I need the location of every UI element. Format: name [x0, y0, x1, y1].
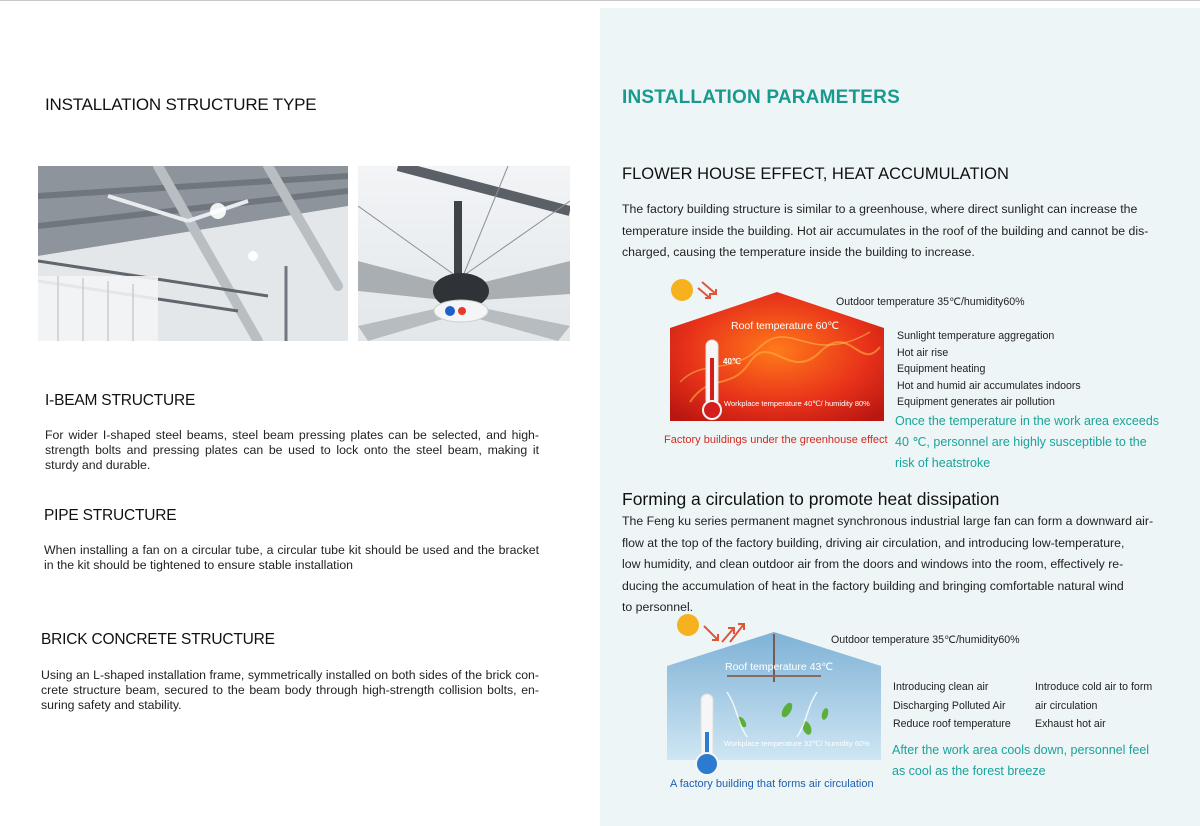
pipe-text: When installing a fan on a circular tube, a circular tube kit should be used and the bracket in the kit should be tightened to ensure stable installation [44, 543, 539, 572]
bullet: Discharging Polluted Air [893, 699, 1006, 712]
text-line: charged, causing the temperature inside the building to increase. [622, 245, 975, 259]
cooling-result [892, 740, 1149, 782]
text-line: low humidity, and clean outdoor air from the doors and windows into the room, effectively re- [622, 557, 1124, 571]
bullet: Introduce cold air to form [1035, 681, 1153, 693]
circulation-caption: A factory building that forms air circulation [670, 778, 874, 790]
flower-house-title: FLOWER HOUSE EFFECT, HEAT ACCUMULATION [622, 165, 1009, 183]
warning-line: 40 ℃, personnel are highly susceptible to the [895, 435, 1147, 449]
brick-text: Using an L-shaped installation frame, symmetrically installed on both sides of the brick con-crete structure beam, secured to the beam body through high-strength collision bolts, en-suring safety and stability. [41, 668, 539, 712]
top-border [0, 0, 1200, 1]
text-line: The factory building structure is similar to a greenhouse, where direct sunlight can increase the [622, 202, 1138, 216]
text-line: flow at the top of the factory building, driving air circulation, and introducing low-temperature, [622, 535, 1125, 550]
thermometer-cold-icon [694, 692, 720, 778]
text-line: The Feng ku series permanent magnet synchronous industrial large fan can form a downward air- [622, 514, 1154, 528]
installation-structure-title: INSTALLATION STRUCTURE TYPE [45, 95, 317, 114]
bullet: Hot and humid air accumulates indoors [897, 379, 1081, 392]
bullet: Introducing clean air [893, 681, 989, 693]
bullet: Reduce roof temperature [893, 718, 1011, 730]
installation-parameters-title: INSTALLATION PARAMETERS [622, 87, 900, 108]
thermometer-hot-icon [700, 338, 724, 422]
fan-hub-photo [358, 166, 570, 341]
outdoor-temp-2: Outdoor temperature 35℃/humidity60% [831, 634, 1020, 646]
text-line: to personnel. [622, 600, 694, 614]
bullet: Sunlight temperature aggregation [897, 330, 1055, 342]
warning-line: Once the temperature in the work area exceeds [895, 414, 1160, 428]
greenhouse-bullets [897, 328, 1081, 411]
ibeam-text: For wider I-shaped steel beams, steel beam pressing plates can be selected, and high-strength bolts and pressing plates can be used to lock onto the steel beam, making it sturdy and durable. [45, 428, 539, 472]
roof-temp-2: Roof temperature 43℃ [725, 661, 834, 673]
result-line: After the work area cools down, personnel feel [892, 743, 1150, 757]
roof-temp-1: Roof temperature 60℃ [731, 320, 840, 332]
greenhouse-caption: Factory buildings under the greenhouse effect [664, 434, 888, 446]
pipe-title: PIPE STRUCTURE [44, 507, 177, 524]
circulation-bullets-left [893, 678, 1011, 734]
ibeam-title: I-BEAM STRUCTURE [45, 392, 196, 409]
bullet: Equipment generates air pollution [897, 396, 1055, 408]
warning-line: risk of heatstroke [895, 456, 991, 470]
bullet: Exhaust hot air [1035, 718, 1106, 730]
flower-house-text [622, 199, 1172, 264]
bullet: air circulation [1035, 699, 1098, 712]
circulation-text [622, 511, 1172, 619]
heatstroke-warning [895, 411, 1159, 474]
circulation-title: Forming a circulation to promote heat dissipation [622, 489, 1000, 509]
brick-title: BRICK CONCRETE STRUCTURE [41, 631, 275, 648]
text-line: temperature inside the building. Hot air accumulates in the roof of the building and cannot be dis- [622, 223, 1149, 238]
thermo-40: 40℃ [723, 357, 741, 366]
bullet: Hot air rise [897, 346, 949, 359]
result-line: as cool as the forest breeze [892, 764, 1046, 778]
circulation-bullets-right [1035, 678, 1152, 734]
workplace-temp-2: Workplace temperature 32℃/ humidity 60% [724, 739, 870, 748]
workplace-temp-1: Workplace temperature 40℃/ humidity 80% [724, 399, 870, 408]
text-line: ducing the accumulation of heat in the factory building and bringing comfortable natural wind [622, 578, 1124, 593]
factory-interior-photo [38, 166, 348, 341]
bullet: Equipment heating [897, 363, 986, 375]
outdoor-temp-1: Outdoor temperature 35℃/humidity60% [836, 296, 1025, 308]
